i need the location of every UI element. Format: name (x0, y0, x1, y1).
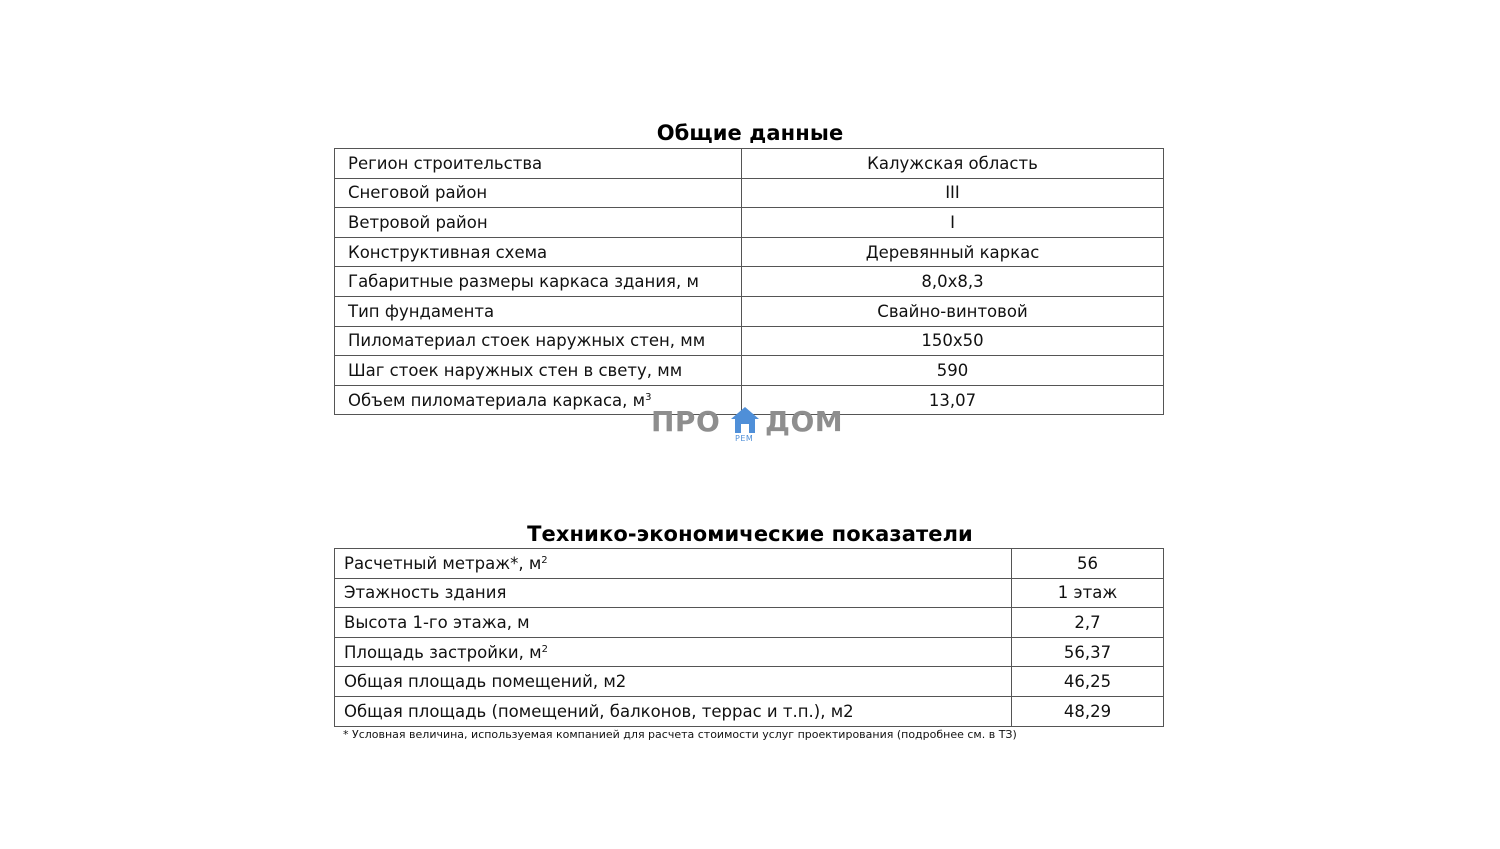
tep-title: Технико-экономические показатели (527, 522, 973, 546)
row-label: Конструктивная схема (335, 237, 742, 267)
row-label: Общая площадь (помещений, балконов, террас и т.п.), м2 (335, 696, 1012, 726)
row-value: Деревянный каркас (742, 237, 1164, 267)
row-value: 1 этаж (1012, 578, 1164, 608)
table-row (335, 267, 1164, 297)
table-row (335, 637, 1164, 667)
row-label: Регион строительства (335, 149, 742, 179)
table-row (335, 578, 1164, 608)
row-label-text: Площадь застройки, м (344, 642, 542, 662)
table-row (335, 178, 1164, 208)
unit-superscript: 2 (541, 643, 548, 655)
row-value: 56,37 (1012, 637, 1164, 667)
row-value: I (742, 208, 1164, 238)
table-row (335, 356, 1164, 386)
table-row (335, 549, 1164, 579)
logo-left-text: ПРО (651, 405, 721, 438)
row-value: 46,25 (1012, 667, 1164, 697)
prodom-logo (651, 405, 851, 445)
row-value: 590 (742, 356, 1164, 386)
row-label: Высота 1-го этажа, м (335, 608, 1012, 638)
row-value: III (742, 178, 1164, 208)
row-label: Тип фундамента (335, 296, 742, 326)
row-value: 2,7 (1012, 608, 1164, 638)
row-label-text: Расчетный метраж*, м (344, 553, 542, 573)
logo-small-text: РЕМ (735, 434, 754, 443)
table-row (335, 149, 1164, 179)
general-data-table (334, 148, 1164, 415)
unit-superscript: 3 (645, 391, 652, 403)
row-value: 150х50 (742, 326, 1164, 356)
table-row (335, 696, 1164, 726)
table-row (335, 326, 1164, 356)
unit-superscript: 2 (541, 554, 548, 566)
general-data-title: Общие данные (656, 121, 844, 145)
table-row (335, 296, 1164, 326)
table-row (335, 608, 1164, 638)
row-value: Калужская область (742, 149, 1164, 179)
row-label-text: Объем пиломатериала каркаса, м (348, 390, 646, 410)
house-icon (729, 405, 761, 435)
row-label: Пиломатериал стоек наружных стен, мм (335, 326, 742, 356)
row-label (335, 637, 1012, 667)
row-label: Ветровой район (335, 208, 742, 238)
row-value: 13,07 (742, 385, 1164, 415)
table-row (335, 237, 1164, 267)
row-value: 48,29 (1012, 696, 1164, 726)
row-value: 56 (1012, 549, 1164, 579)
table-row (335, 667, 1164, 697)
row-label: Снеговой район (335, 178, 742, 208)
table-row (335, 208, 1164, 238)
row-label (335, 549, 1012, 579)
logo-right-text: ДОМ (765, 405, 844, 438)
tep-table (334, 548, 1164, 727)
row-label: Общая площадь помещений, м2 (335, 667, 1012, 697)
row-value: 8,0х8,3 (742, 267, 1164, 297)
row-label: Габаритные размеры каркаса здания, м (335, 267, 742, 297)
row-value: Свайно-винтовой (742, 296, 1164, 326)
row-label: Шаг стоек наружных стен в свету, мм (335, 356, 742, 386)
footnote: * Условная величина, используемая компанией для расчета стоимости услуг проектирования (подробнее см. в ТЗ) (343, 728, 1017, 741)
row-label: Этажность здания (335, 578, 1012, 608)
